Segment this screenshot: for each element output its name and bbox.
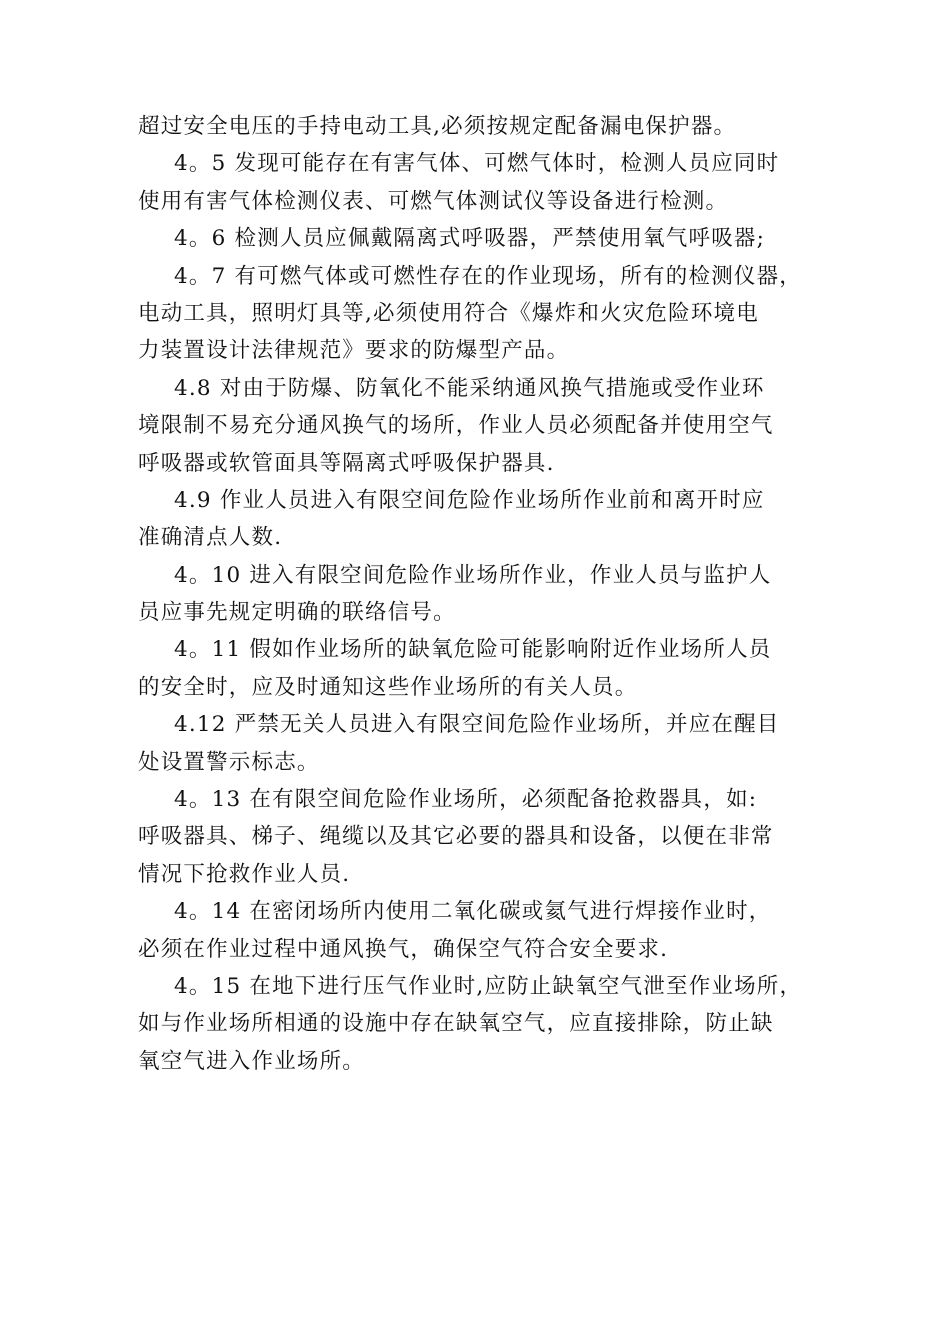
text-line: 力装置设计法律规范》要求的防爆型产品。 <box>138 338 570 364</box>
text-line: 4。13 在有限空间危险作业场所，必须配备抢救器具，如: <box>174 787 758 813</box>
text-line: 4。5 发现可能存在有害气体、可燃气体时，检测人员应同时 <box>174 151 780 177</box>
text-line: 4。7 有可燃气体或可燃性存在的作业现场，所有的检测仪器， <box>174 263 802 289</box>
text-line: 员应事先规定明确的联络信号。 <box>138 600 456 626</box>
text-line: 必须在作业过程中通风换气，确保空气符合安全要求. <box>138 936 669 962</box>
document-page <box>138 108 818 1080</box>
text-line: 4。15 在地下进行压气作业时,应防止缺氧空气泄至作业场所， <box>174 973 803 999</box>
text-line: 呼吸器或软管面具等隔离式呼吸保护器具. <box>138 450 555 476</box>
text-line: 境限制不易充分通风换气的场所，作业人员必须配备并使用空气 <box>138 413 774 439</box>
text-line: 4。10 进入有限空间危险作业场所作业，作业人员与监护人 <box>174 562 772 588</box>
text-line: 电动工具，照明灯具等,必须使用符合《爆炸和火灾危险环境电 <box>138 300 759 326</box>
text-line: 4。14 在密闭场所内使用二氧化碳或氦气进行焊接作业时， <box>174 899 772 925</box>
text-line: 4.8 对由于防爆、防氧化不能采纳通风换气措施或受作业环 <box>174 375 765 401</box>
text-line: 准确清点人数. <box>138 525 283 551</box>
text-line: 的安全时，应及时通知这些作业场所的有关人员。 <box>138 674 638 700</box>
text-line: 氧空气进入作业场所。 <box>138 1048 366 1074</box>
text-line: 4.9 作业人员进入有限空间危险作业场所作业前和离开时应 <box>174 487 765 513</box>
text-line: 超过安全电压的手持电动工具,必须按规定配备漏电保护器。 <box>138 114 737 139</box>
text-line: 呼吸器具、梯子、绳缆以及其它必要的器具和设备，以便在非常 <box>138 824 774 850</box>
text-line: 如与作业场所相通的设施中存在缺氧空气，应直接排除，防止缺 <box>138 1011 774 1037</box>
text-line: 4.12 严禁无关人员进入有限空间危险作业场所，并应在醒目 <box>174 712 780 738</box>
text-line: 情况下抢救作业人员. <box>138 861 351 887</box>
text-line: 4。6 检测人员应佩戴隔离式呼吸器，严禁使用氧气呼吸器; <box>174 226 766 252</box>
text-line: 4。11 假如作业场所的缺氧危险可能影响附近作业场所人员 <box>174 637 772 663</box>
text-line: 使用有害气体检测仪表、可燃气体测试仪等设备进行检测。 <box>138 188 729 214</box>
text-line: 处设置警示标志。 <box>138 749 320 775</box>
